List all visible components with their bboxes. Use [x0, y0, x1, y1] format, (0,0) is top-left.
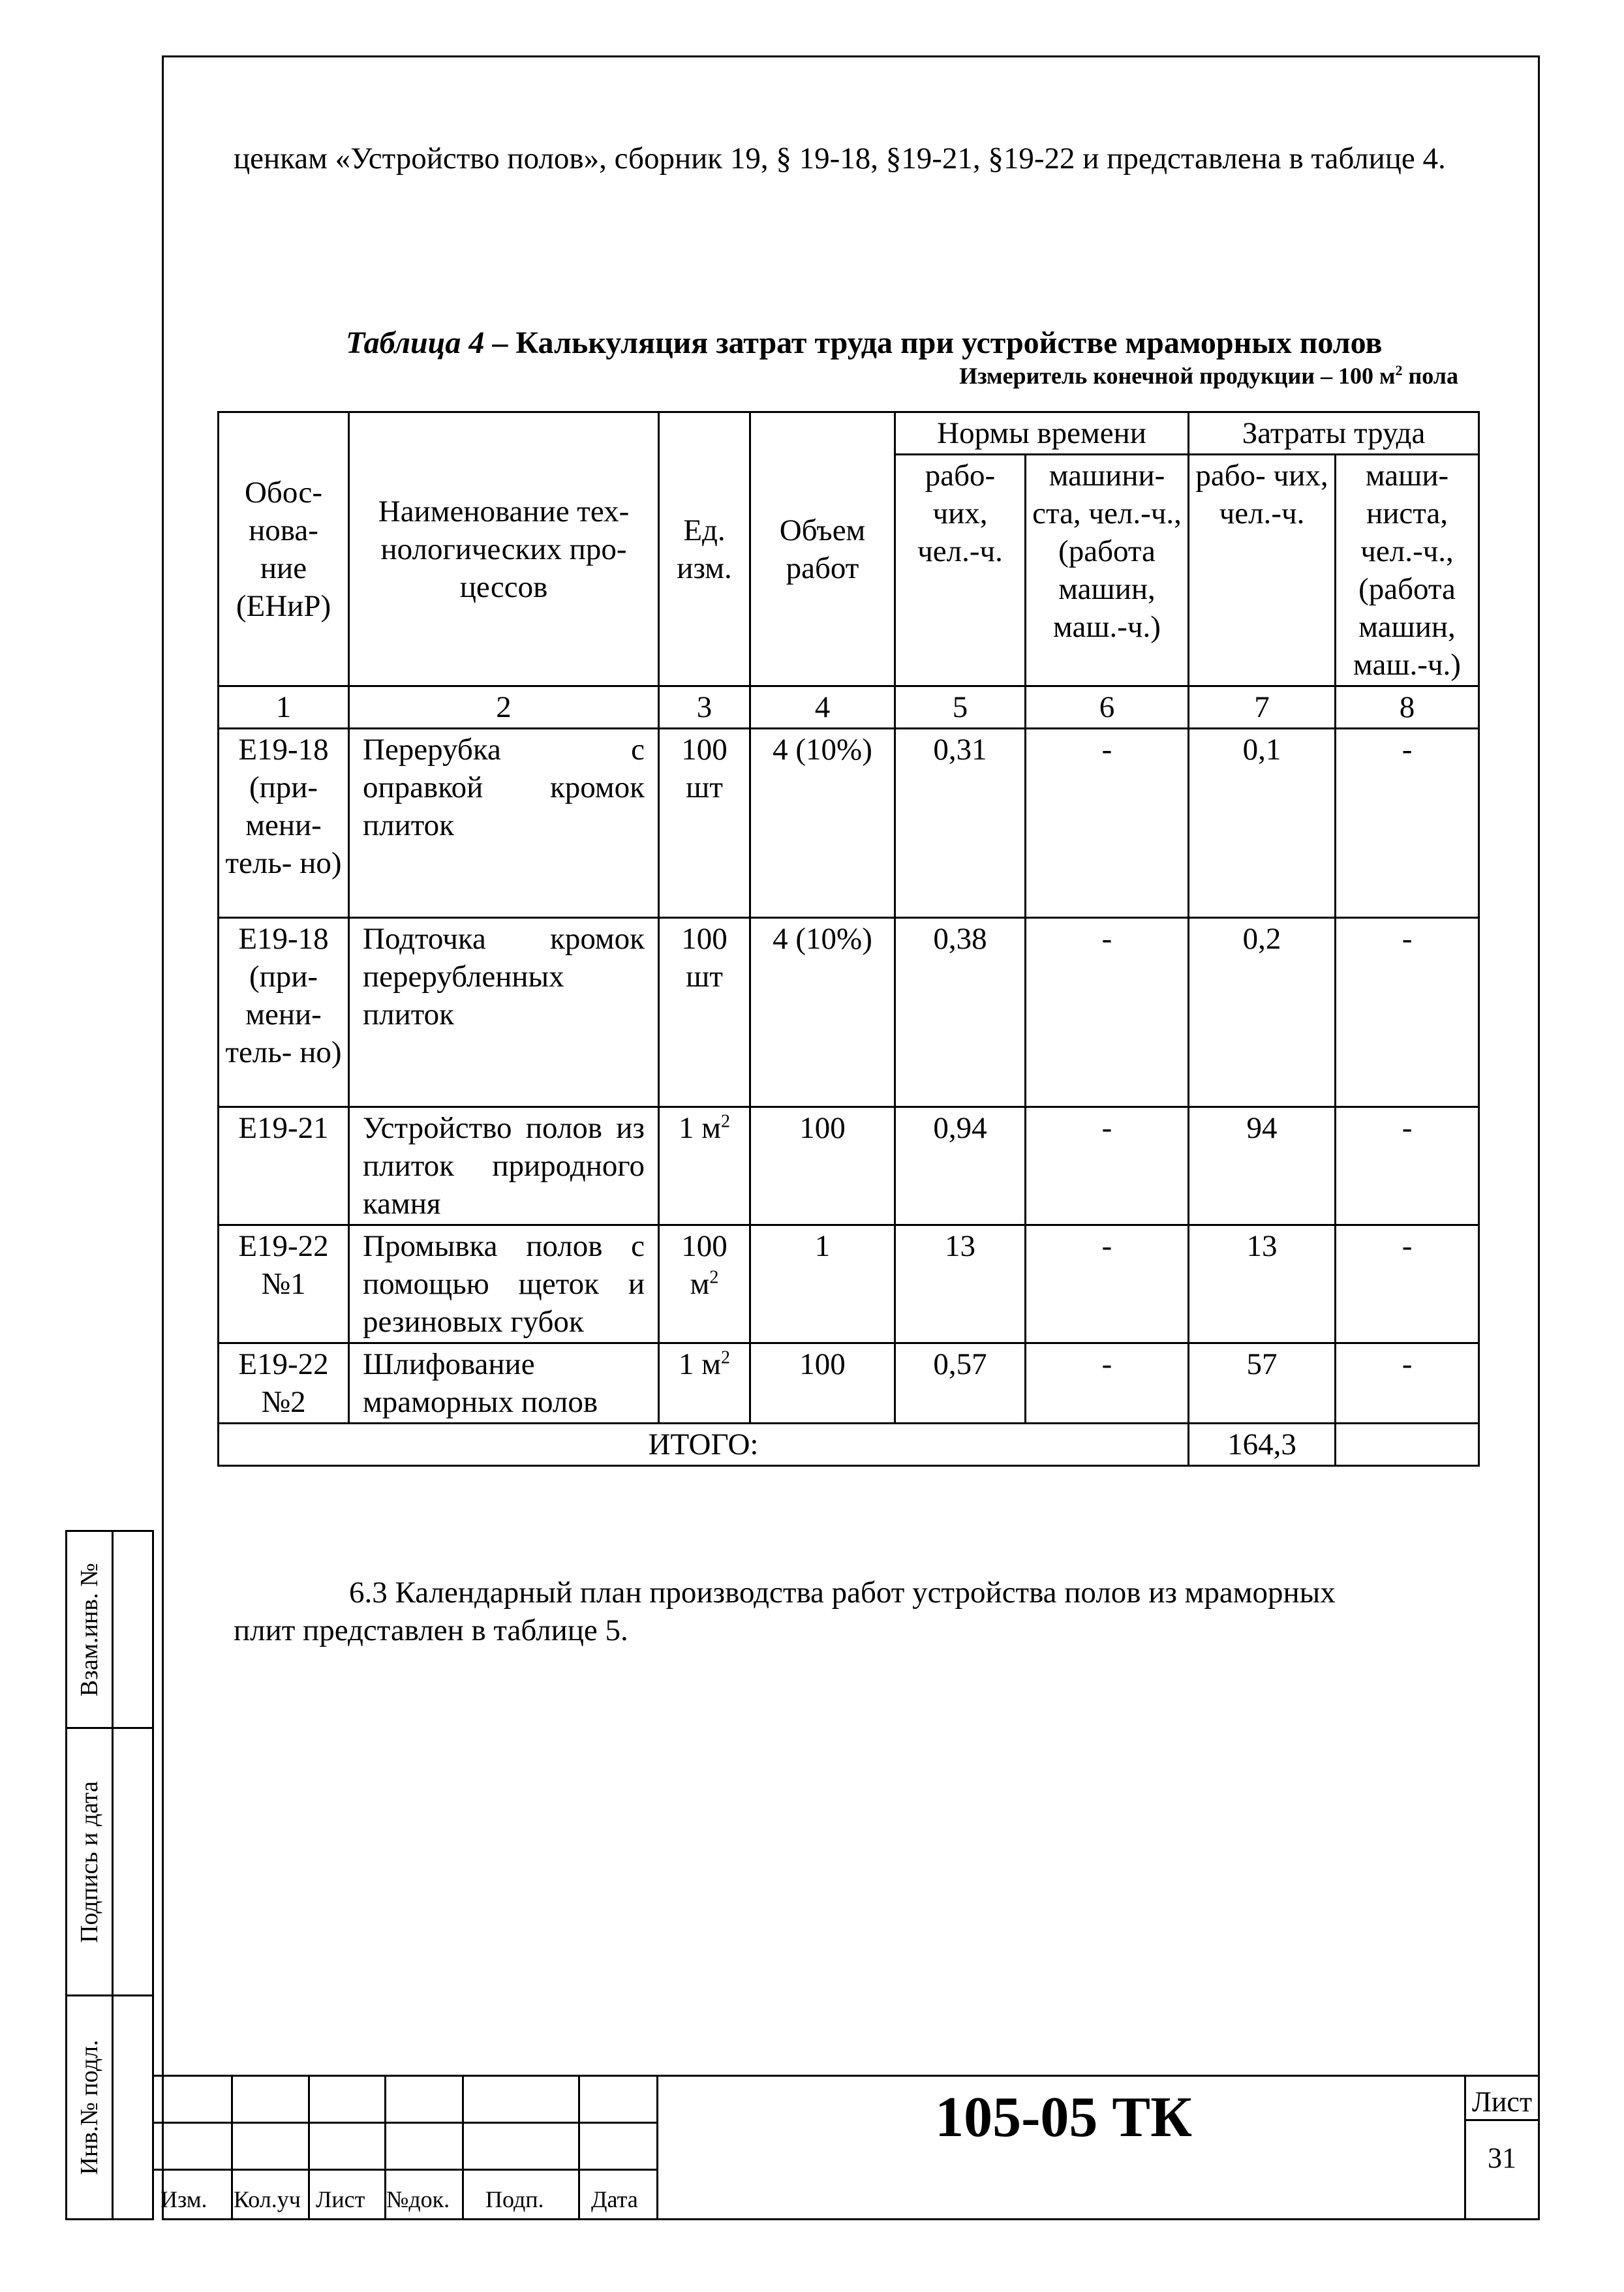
total-row	[219, 1424, 1479, 1466]
header-cost-workers: рабо- чих, чел.-ч.	[1189, 455, 1336, 686]
total-value: 164,3	[1189, 1424, 1336, 1466]
table-caption-title: Калькуляция затрат труда при устройстве мраморных полов	[515, 326, 1383, 360]
cell-name: Шлифование мраморных полов	[349, 1343, 659, 1424]
cell-unit-sup: 2	[709, 1267, 719, 1288]
cell-norm-workers: 0,31	[895, 729, 1026, 918]
stamp-sign-date-label: Подпись и дата	[76, 1780, 103, 1943]
cell-norm-workers: 0,94	[895, 1107, 1026, 1225]
total-extra	[1336, 1424, 1479, 1466]
cell-unit-text: 100 шт	[681, 922, 728, 994]
cell-norm-workers: 0,57	[895, 1343, 1026, 1424]
cell-basis: Е19-18 (при- мени- тель- но)	[219, 918, 349, 1107]
stamp-orig-inv	[65, 1994, 154, 2220]
header-cost-operator: маши- ниста, чел.-ч., (работа машин, маш.-ч.)	[1336, 455, 1479, 686]
cell-norm-operator: -	[1026, 1225, 1189, 1343]
col-kolvo: Кол.уч	[234, 2186, 301, 2212]
col-ndoc: №док.	[386, 2186, 450, 2212]
col-data: Дата	[591, 2186, 638, 2212]
table-unit-text: Измеритель конечной продукции – 100 м	[959, 363, 1396, 389]
cell-unit-text: 100 м	[681, 1229, 728, 1301]
cell-basis: Е19-22 №1	[219, 1225, 349, 1343]
cell-volume: 1	[750, 1225, 895, 1343]
stamp-orig-inv-label: Инв.№ подл.	[76, 2040, 103, 2175]
sheet-label: Лист	[1472, 2086, 1533, 2118]
table-row	[219, 729, 1479, 918]
sheet-number: 31	[1488, 2142, 1516, 2174]
table-row	[219, 918, 1479, 1107]
cell-unit	[659, 918, 750, 1107]
column-number: 4	[750, 686, 895, 729]
cell-norm-operator: -	[1026, 918, 1189, 1107]
cell-norm-operator: -	[1026, 1343, 1189, 1424]
total-label: ИТОГО:	[219, 1424, 1189, 1466]
cell-unit-text: 100 шт	[681, 733, 728, 804]
column-number: 1	[219, 686, 349, 729]
cell-unit-sup: 2	[721, 1347, 730, 1368]
header-norm-workers: рабо- чих, чел.-ч.	[895, 455, 1026, 686]
header-name: Наименование тех- нологических про- цессов	[349, 412, 659, 686]
table-caption-label: Таблица 4	[346, 326, 485, 360]
cell-unit-text: 1 м	[679, 1347, 721, 1381]
cell-norm-operator: -	[1026, 1107, 1189, 1225]
cell-norm-workers: 13	[895, 1225, 1026, 1343]
cell-volume: 4 (10%)	[750, 729, 895, 918]
cell-cost-operator: -	[1336, 729, 1479, 918]
column-number: 5	[895, 686, 1026, 729]
cell-basis: Е19-21	[219, 1107, 349, 1225]
column-number: 7	[1189, 686, 1336, 729]
table-row	[219, 1107, 1479, 1225]
cell-cost-operator: -	[1336, 918, 1479, 1107]
stamp-sign-date	[65, 1727, 154, 1996]
column-number: 8	[1336, 686, 1479, 729]
column-number-row	[219, 686, 1479, 729]
cell-unit	[659, 1343, 750, 1424]
col-list: Лист	[316, 2186, 365, 2212]
cell-volume: 4 (10%)	[750, 918, 895, 1107]
cell-cost-operator: -	[1336, 1343, 1479, 1424]
header-norm-operator: машини- ста, чел.-ч., (работа машин, маш.-ч.)	[1026, 455, 1189, 686]
table-caption-dash: –	[484, 326, 516, 360]
cell-unit	[659, 1107, 750, 1225]
cell-basis: Е19-18 (при- мени- тель- но)	[219, 729, 349, 918]
cell-cost-workers: 13	[1189, 1225, 1336, 1343]
cell-name: Промывка полов с помощью щеток и резиновых губок	[349, 1225, 659, 1343]
cell-volume: 100	[750, 1343, 895, 1424]
header-unit: Ед. изм.	[659, 412, 750, 686]
table-caption	[346, 325, 1382, 361]
intro-paragraph: ценкам «Устройство полов», сборник 19, § 19-18, §19-21, §19-22 и представлена в таблице 4.	[234, 142, 1446, 176]
table-unit-sup: 2	[1395, 362, 1403, 378]
section-line-2: плит представлен в таблице 5.	[234, 1613, 628, 1647]
table-row	[219, 1225, 1479, 1343]
table-unit-suffix: пола	[1402, 363, 1458, 389]
table-unit	[959, 362, 1458, 390]
cell-cost-workers: 94	[1189, 1107, 1336, 1225]
stamp-replaced-inv	[65, 1530, 154, 1729]
col-izm: Изм.	[161, 2186, 207, 2212]
cell-basis: Е19-22 №2	[219, 1343, 349, 1424]
col-podp: Подп.	[485, 2186, 544, 2212]
section-line-1: 6.3 Календарный план производства работ устройства полов из мраморных	[349, 1576, 1336, 1610]
table-row	[219, 1343, 1479, 1424]
cell-cost-operator: -	[1336, 1107, 1479, 1225]
column-number: 6	[1026, 686, 1189, 729]
cell-name: Подточка кромок перерубленных плиток	[349, 918, 659, 1107]
cell-cost-operator: -	[1336, 1225, 1479, 1343]
cell-unit-sup: 2	[721, 1111, 730, 1132]
section-paragraph	[234, 1574, 1480, 1649]
cell-name: Устройство полов из плиток природного камня	[349, 1107, 659, 1225]
labor-table	[217, 411, 1480, 1467]
header-costs-group: Затраты труда	[1189, 412, 1479, 455]
cell-cost-workers: 0,1	[1189, 729, 1336, 918]
cell-unit	[659, 1225, 750, 1343]
cell-volume: 100	[750, 1107, 895, 1225]
cell-unit	[659, 729, 750, 918]
document-code: 105-05 ТК	[935, 2086, 1192, 2149]
header-volume: Объем работ	[750, 412, 895, 686]
cell-cost-workers: 0,2	[1189, 918, 1336, 1107]
header-basis: Обос- нова- ние (ЕНиР)	[219, 412, 349, 686]
cell-unit-text: 1 м	[679, 1111, 721, 1145]
column-number: 3	[659, 686, 750, 729]
cell-cost-workers: 57	[1189, 1343, 1336, 1424]
cell-norm-workers: 0,38	[895, 918, 1026, 1107]
header-norms-group: Нормы времени	[895, 412, 1189, 455]
column-number: 2	[349, 686, 659, 729]
cell-norm-operator: -	[1026, 729, 1189, 918]
stamp-replaced-inv-label: Взам.инв. №	[76, 1563, 103, 1696]
cell-name: Перерубка с оправкой кромок плиток	[349, 729, 659, 918]
